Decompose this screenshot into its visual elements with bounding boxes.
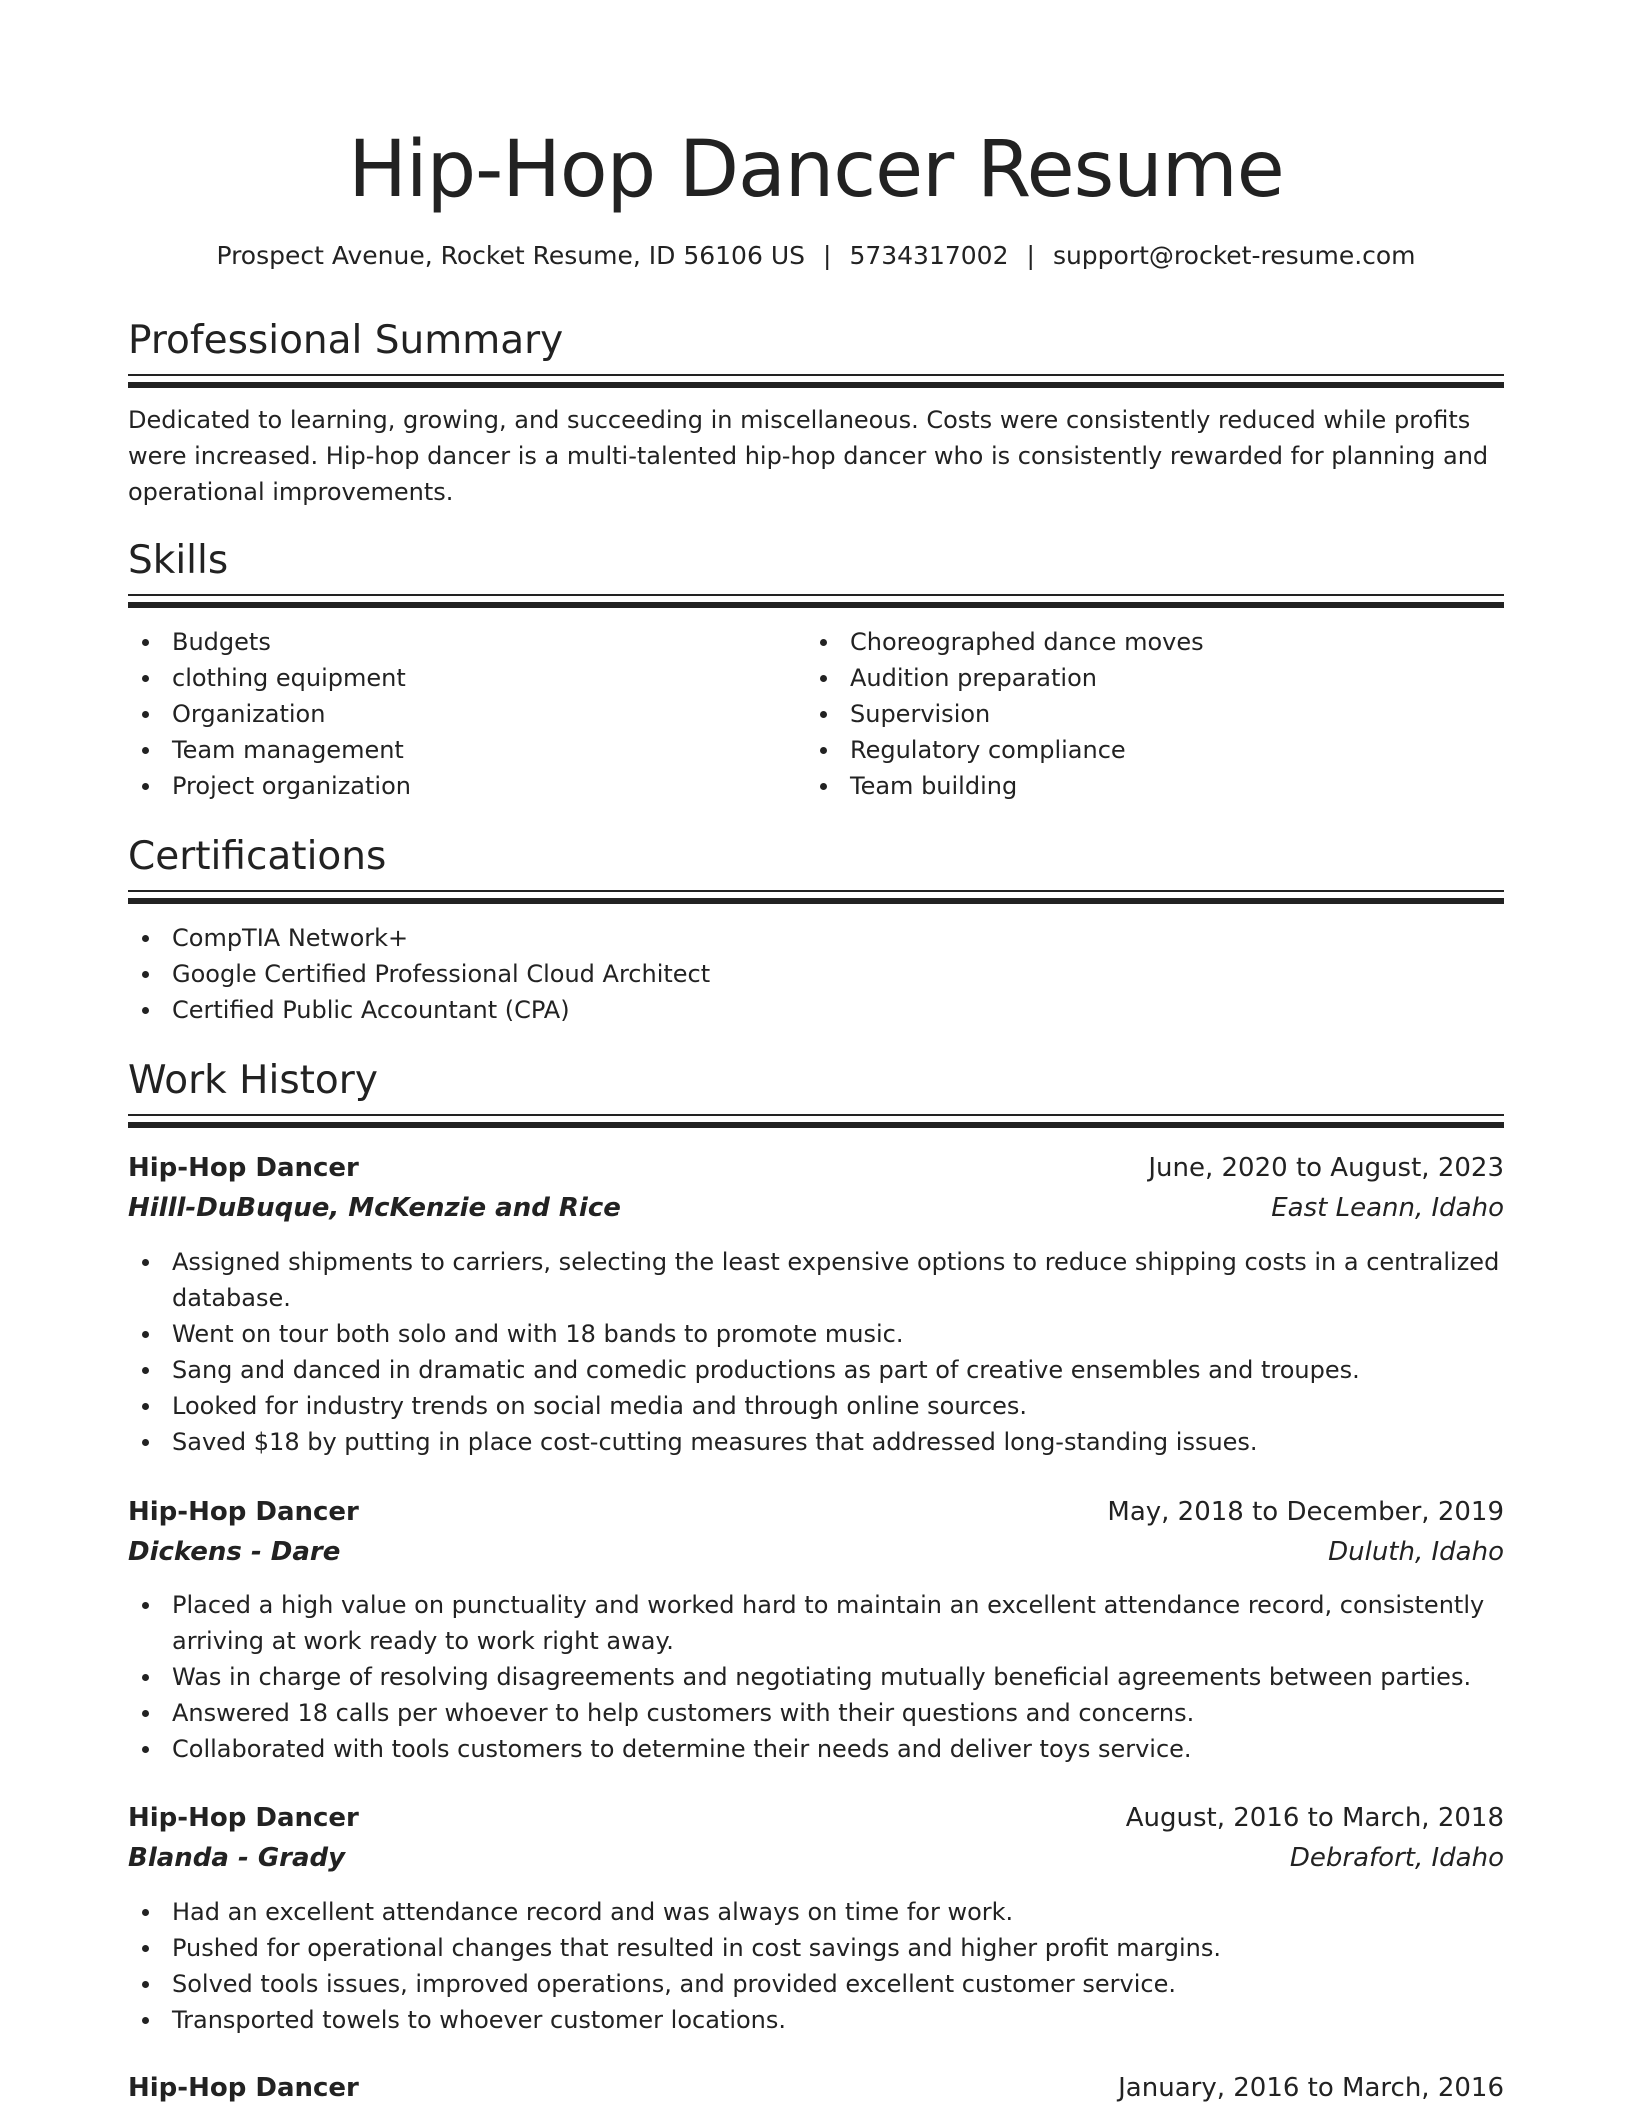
certification-item: Certified Public Accountant (CPA) — [128, 992, 1504, 1028]
job-company: Dickens - Dare — [128, 1537, 341, 1567]
section-divider — [128, 374, 1504, 388]
job-bullet: Was in charge of resolving disagreements and negotiating mutually beneficial agreements between parties. — [128, 1659, 1504, 1695]
certification-item: CompTIA Network+ — [128, 920, 1504, 956]
section-divider — [128, 890, 1504, 904]
job-bullets — [128, 1244, 1504, 1460]
job-bullet: Sang and danced in dramatic and comedic productions as part of creative ensembles and troupes. — [128, 1352, 1504, 1388]
job-title: Hip-Hop Dancer — [128, 1497, 359, 1527]
job-bullet: Assigned shipments to carriers, selecting the least expensive options to reduce shipping costs in a centralized database. — [128, 1244, 1504, 1316]
job-location: Debrafort, Idaho — [1289, 1843, 1504, 1873]
skill-item: clothing equipment — [128, 660, 788, 696]
job-company: Blanda - Grady — [128, 1843, 346, 1873]
job-location: Duluth, Idaho — [1328, 1537, 1504, 1567]
contact-line — [128, 238, 1504, 274]
job-bullet: Solved tools issues, improved operations, and provided excellent customer service. — [128, 1966, 1504, 2002]
skill-item: Team management — [128, 732, 788, 768]
job-dates: June, 2020 to August, 2023 — [1148, 1153, 1504, 1183]
job-bullet: Collaborated with tools customers to determine their needs and deliver toys service. — [128, 1731, 1504, 1767]
skills-list-left — [128, 624, 788, 804]
contact-email: support@rocket-resume.com — [1052, 241, 1416, 270]
contact-separator: | — [1026, 241, 1035, 270]
certification-item: Google Certified Professional Cloud Architect — [128, 956, 1504, 992]
job-bullet: Placed a high value on punctuality and worked hard to maintain an excellent attendance record, consistently arriving at work ready to work right away. — [128, 1587, 1504, 1659]
section-divider — [128, 1114, 1504, 1128]
certifications-list — [128, 920, 1504, 1028]
section-divider — [128, 594, 1504, 608]
job-bullet: Went on tour both solo and with 18 bands to promote music. — [128, 1316, 1504, 1352]
skill-item: Team building — [806, 768, 1486, 804]
job-dates: May, 2018 to December, 2019 — [1107, 1497, 1504, 1527]
job-bullet: Had an excellent attendance record and was always on time for work. — [128, 1894, 1504, 1930]
skill-item: Supervision — [806, 696, 1486, 732]
skill-item: Choreographed dance moves — [806, 624, 1486, 660]
skill-item: Budgets — [128, 624, 788, 660]
skill-item: Organization — [128, 696, 788, 732]
job-bullet: Transported towels to whoever customer locations. — [128, 2002, 1504, 2038]
job-company: Hilll-DuBuque, McKenzie and Rice — [128, 1193, 621, 1223]
skill-item: Audition preparation — [806, 660, 1486, 696]
job-dates: January, 2016 to March, 2016 — [1118, 2073, 1504, 2103]
job-bullet: Saved $18 by putting in place cost-cutting measures that addressed long-standing issues. — [128, 1424, 1504, 1460]
job-bullet: Looked for industry trends on social media and through online sources. — [128, 1388, 1504, 1424]
job-title: Hip-Hop Dancer — [128, 1803, 359, 1833]
job-bullets — [128, 1894, 1504, 2038]
job-bullet: Answered 18 calls per whoever to help customers with their questions and concerns. — [128, 1695, 1504, 1731]
contact-phone: 5734317002 — [849, 241, 1009, 270]
job-bullets — [128, 1587, 1504, 1767]
job-bullet: Pushed for operational changes that resulted in cost savings and higher profit margins. — [128, 1930, 1504, 1966]
skill-item: Project organization — [128, 768, 788, 804]
job-dates: August, 2016 to March, 2018 — [1125, 1803, 1504, 1833]
work-history-heading: Work History — [128, 1058, 378, 1103]
contact-separator: | — [823, 241, 832, 270]
contact-address: Prospect Avenue, Rocket Resume, ID 56106 US — [216, 241, 805, 270]
resume-title: Hip-Hop Dancer Resume — [348, 125, 1284, 215]
job-title: Hip-Hop Dancer — [128, 2073, 359, 2103]
skills-list-right — [806, 624, 1486, 804]
summary-heading: Professional Summary — [128, 318, 564, 363]
certifications-heading: Certifications — [128, 834, 387, 879]
job-location: East Leann, Idaho — [1271, 1193, 1504, 1223]
skill-item: Regulatory compliance — [806, 732, 1486, 768]
summary-text: Dedicated to learning, growing, and succeeding in miscellaneous. Costs were consistently reduced while profits were increased. Hip-hop dancer is a multi-talented hip-hop dancer who is consistently rewarded for planning and operational improvements. — [128, 406, 1489, 506]
job-title: Hip-Hop Dancer — [128, 1153, 359, 1183]
skills-heading: Skills — [128, 538, 229, 583]
